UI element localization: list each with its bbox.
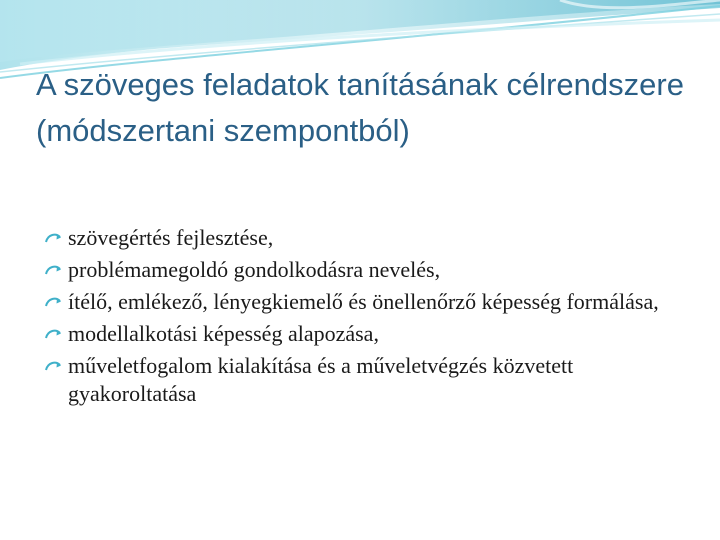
list-item (44, 256, 684, 284)
list-item (44, 224, 684, 252)
list-item (44, 288, 684, 316)
list-item (44, 320, 684, 348)
slide-title: A szöveges feladatok tanításának célrendszere (módszertani szempontból) (36, 67, 684, 148)
arc-arrow-icon (44, 359, 64, 373)
bullet-text: problémamegoldó gondolkodásra nevelés, (68, 257, 441, 282)
bullet-text: műveletfogalom kialakítása és a műveletvégzés közvetett gyakoroltatása (68, 353, 574, 406)
bullet-text: modellalkotási képesség alapozása, (68, 321, 379, 346)
bullet-text: ítélő, emlékező, lényegkiemelő és önellenőrző képesség formálása, (68, 289, 659, 314)
arc-arrow-icon (44, 295, 64, 309)
arc-arrow-icon (44, 327, 64, 341)
bullet-text: szövegértés fejlesztése, (68, 225, 274, 250)
arc-arrow-icon (44, 231, 64, 245)
list-item (44, 352, 684, 408)
arc-arrow-icon (44, 263, 64, 277)
bullet-list (44, 224, 684, 412)
